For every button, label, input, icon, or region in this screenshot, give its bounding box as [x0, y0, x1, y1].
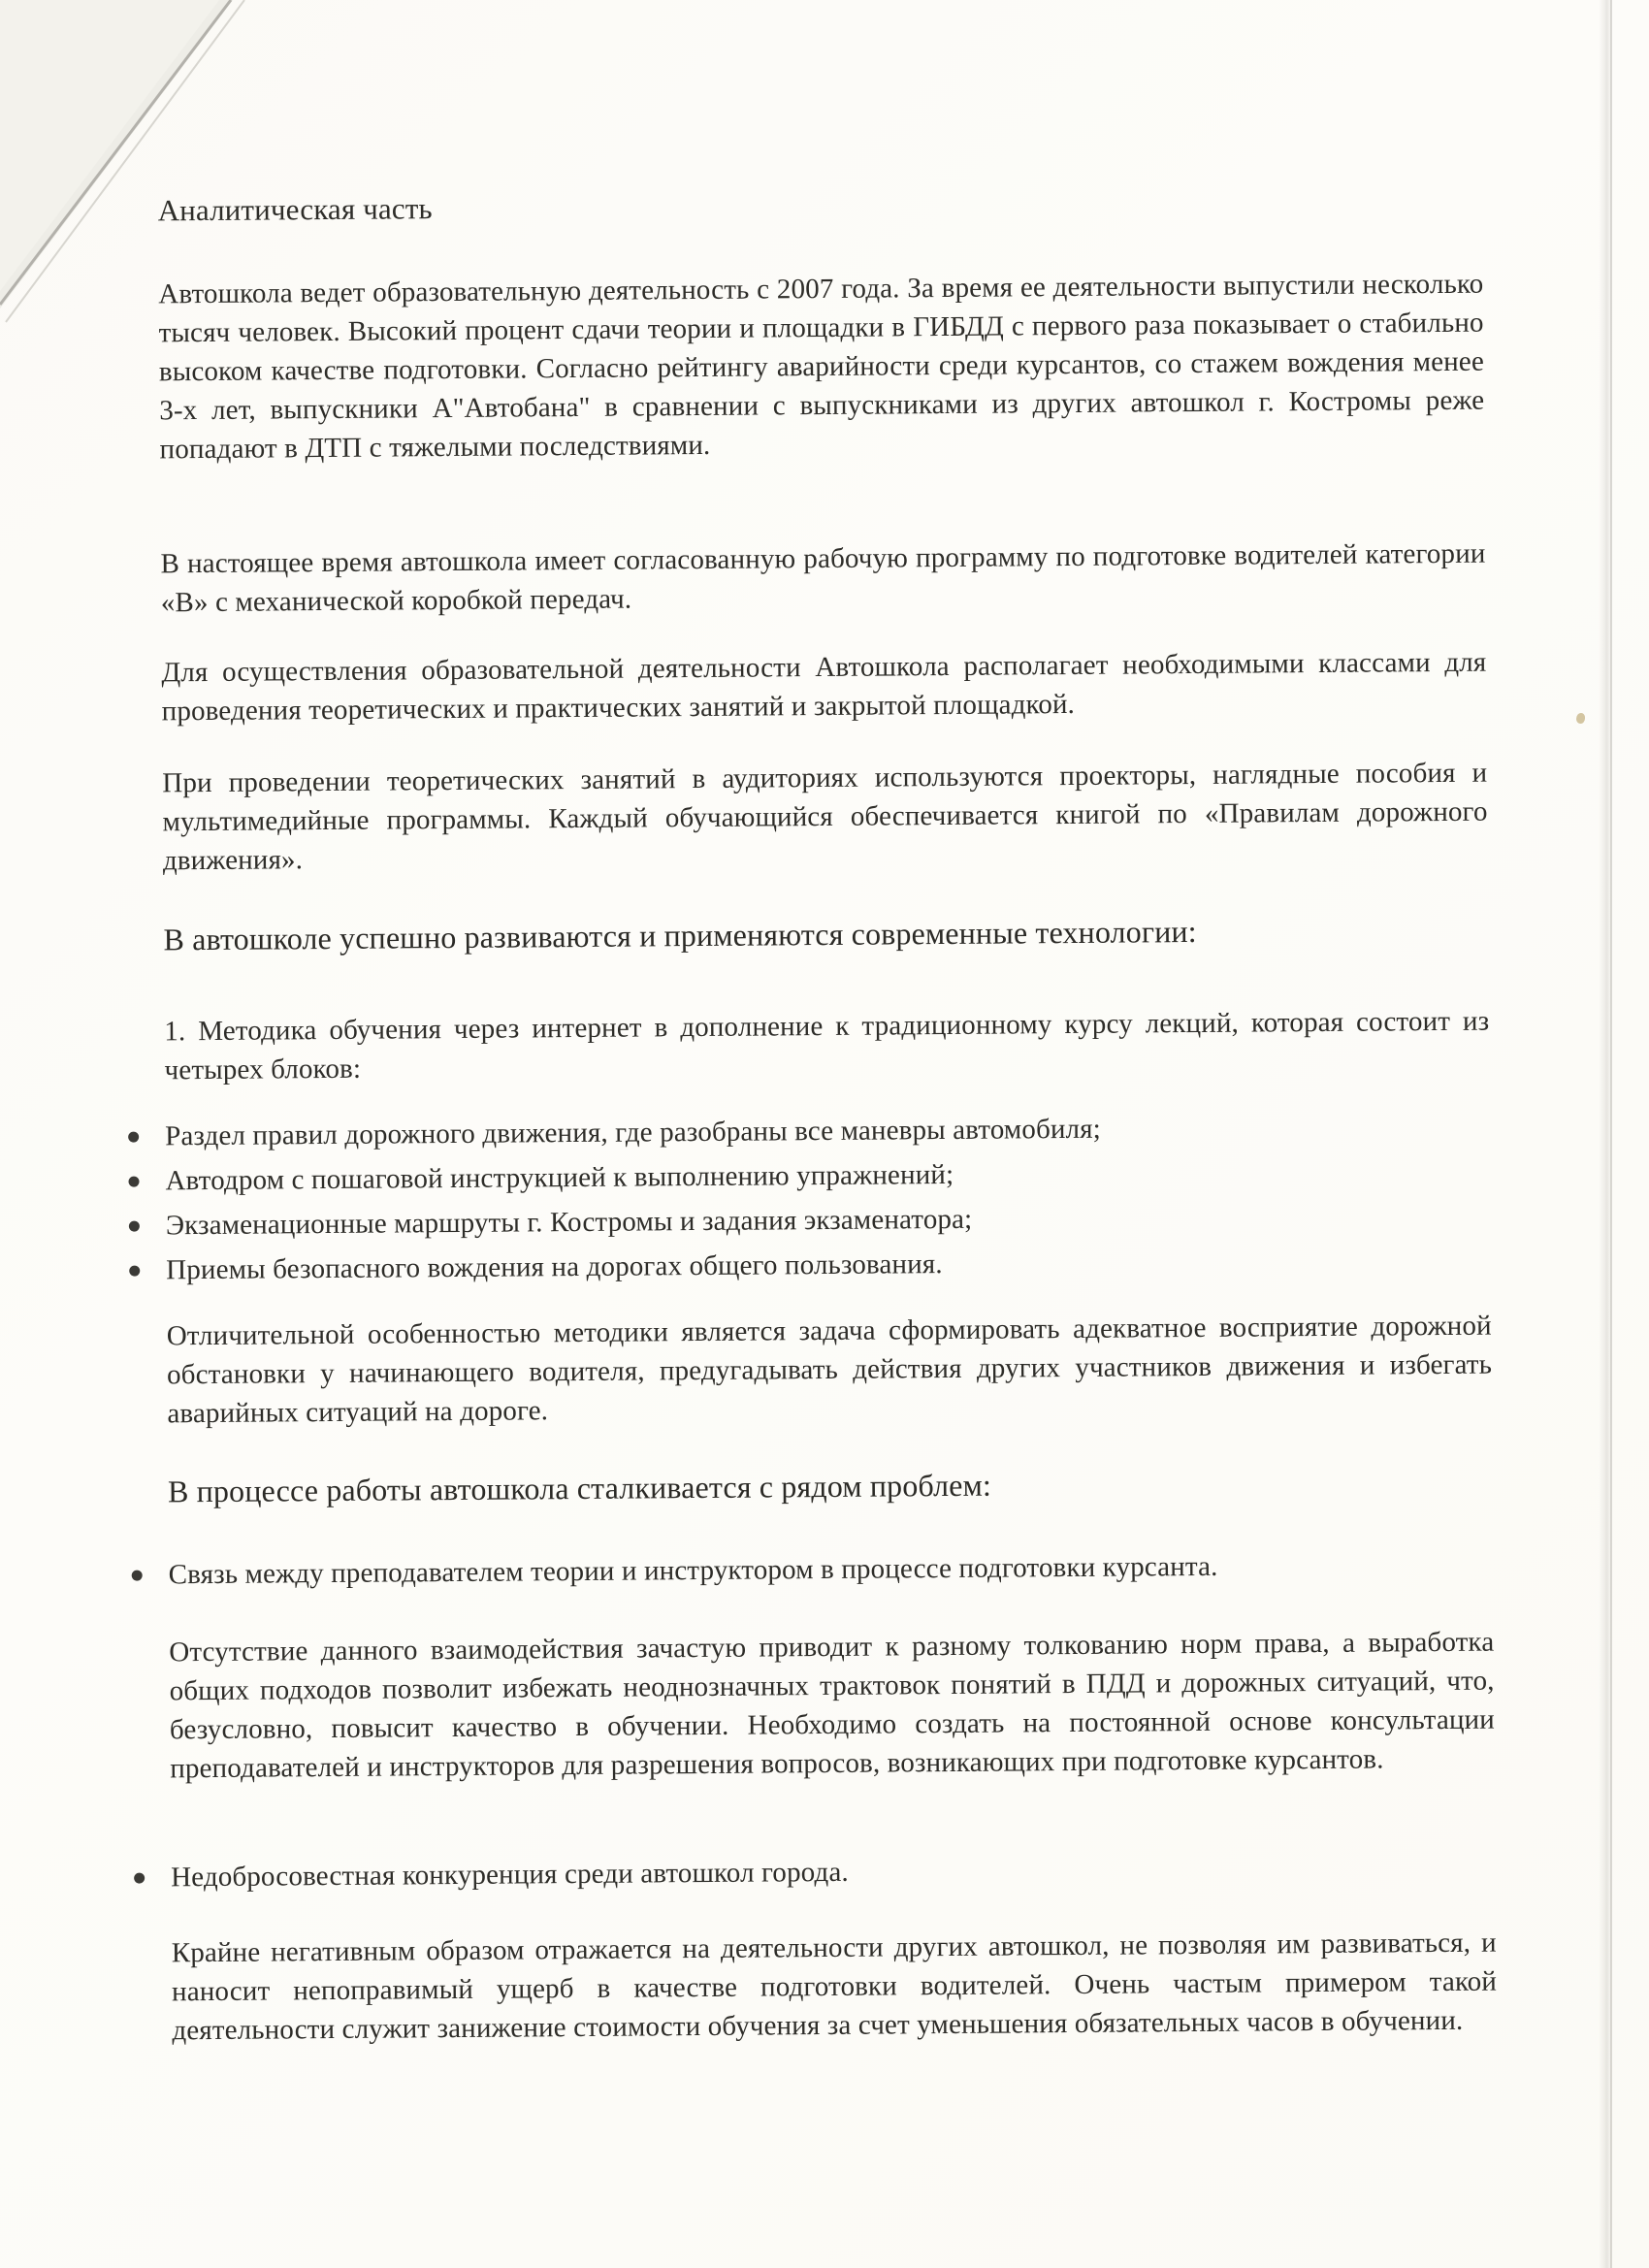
paragraph-classes: При проведении теоретических занятий в аудиториях используются проекторы, наглядные пособия и мультимедийные программы. Каждый обучающийся обеспечивается книгой по «Правилам дорожного движения». — [162, 757, 1488, 877]
list-item — [129, 1241, 1497, 1290]
paragraph-feature: Отличительной особенностью методики является задача сформировать адекватное восприятие дорожной обстановки у начинающего водителя, предугадывать действия других участников движения и избегать аварийных ситуаций на дороге. — [166, 1310, 1493, 1430]
bullet-icon — [129, 1221, 140, 1232]
list-item-text: Автодром с пошаговой инструкцией к выполнению упражнений; — [165, 1158, 954, 1197]
list-item-text: Раздел правил дорожного движения, где разобраны все маневры автомобиля; — [165, 1113, 1102, 1152]
list-item — [129, 1196, 1497, 1246]
paragraph-problem2-detail: Крайне негативным образом отражается на деятельности других автошкол, не позволяя им развиваться, и наносит непоправимый ущерб в качестве подготовки водителей. Очень частым примером такой деятельности служит занижение стоимости обучения за счет уменьшения обязательных часов в обучении. — [171, 1927, 1498, 2047]
list-item — [128, 1107, 1496, 1156]
method-blocks-list — [128, 1107, 1497, 1296]
list-item-text: Связь между преподавателем теории и инструктором в процессе подготовки курсанта. — [168, 1550, 1218, 1591]
bullet-icon — [128, 1177, 139, 1187]
problem2-item — [134, 1848, 1502, 1903]
document-title: Аналитическая часть — [157, 191, 433, 228]
problem1-item — [132, 1545, 1500, 1601]
paragraph-facilities: Для осуществления образовательной деятельности Автошкола располагает необходимыми классами для проведения теоретических и практических занятий и закрытой площадкой. — [161, 646, 1487, 728]
heading-problems: В процессе работы автошкола сталкивается с рядом проблем: — [167, 1467, 992, 1509]
heading-technologies: В автошколе успешно развиваются и применяются современные технологии: — [163, 913, 1197, 957]
paragraph-method: 1. Методика обучения через интернет в дополнение к традиционному курсу лекций, которая состоит из четырех блоков: — [164, 1005, 1490, 1086]
list-item — [132, 1545, 1500, 1595]
list-item-text: Приемы безопасного вождения на дорогах общего пользования. — [166, 1248, 943, 1286]
bullet-icon — [128, 1132, 139, 1143]
bullet-icon — [129, 1266, 140, 1277]
list-item-text: Экзаменационные маршруты г. Костромы и задания экзаменатора; — [165, 1203, 973, 1242]
bullet-icon — [132, 1571, 143, 1581]
paragraph-problem1-detail: Отсутствие данного взаимодействия зачастую приводит к разному толкованию норм права, а выработка общих подходов позволит избежать неоднозначных трактовок понятий в ПДД и дорожных ситуаций, что, безусловно, повысит качество в обучении. Необходимо создать на постоянной основе консультации преподавателей и инструкторов для разрешения вопросов, возникающих при подготовке курсантов. — [169, 1626, 1496, 1785]
list-item — [134, 1848, 1502, 1897]
list-item-text: Недобросовестная конкуренция среди автошкол города. — [171, 1856, 849, 1894]
paragraph-history: Автошкола ведет образовательную деятельность с 2007 года. За время ее деятельности выпустили несколько тысяч человек. Высокий процент сдачи теории и площадки в ГИБДД с первого раза показывает о стабильно высоком качестве подготовки. Согласно рейтингу аварийности среди курсантов, со стажем вождения менее 3-х лет, выпускники А"Автобана" в сравнении с выпускниками из других автошкол г. Костромы реже попадают в ДТП с тяжелыми последствиями. — [158, 268, 1485, 466]
bullet-icon — [134, 1873, 145, 1884]
list-item — [128, 1151, 1496, 1201]
paragraph-program: В настоящее время автошкола имеет согласованную рабочую программу по подготовке водителей категории «В» с механической коробкой передач. — [160, 537, 1486, 619]
